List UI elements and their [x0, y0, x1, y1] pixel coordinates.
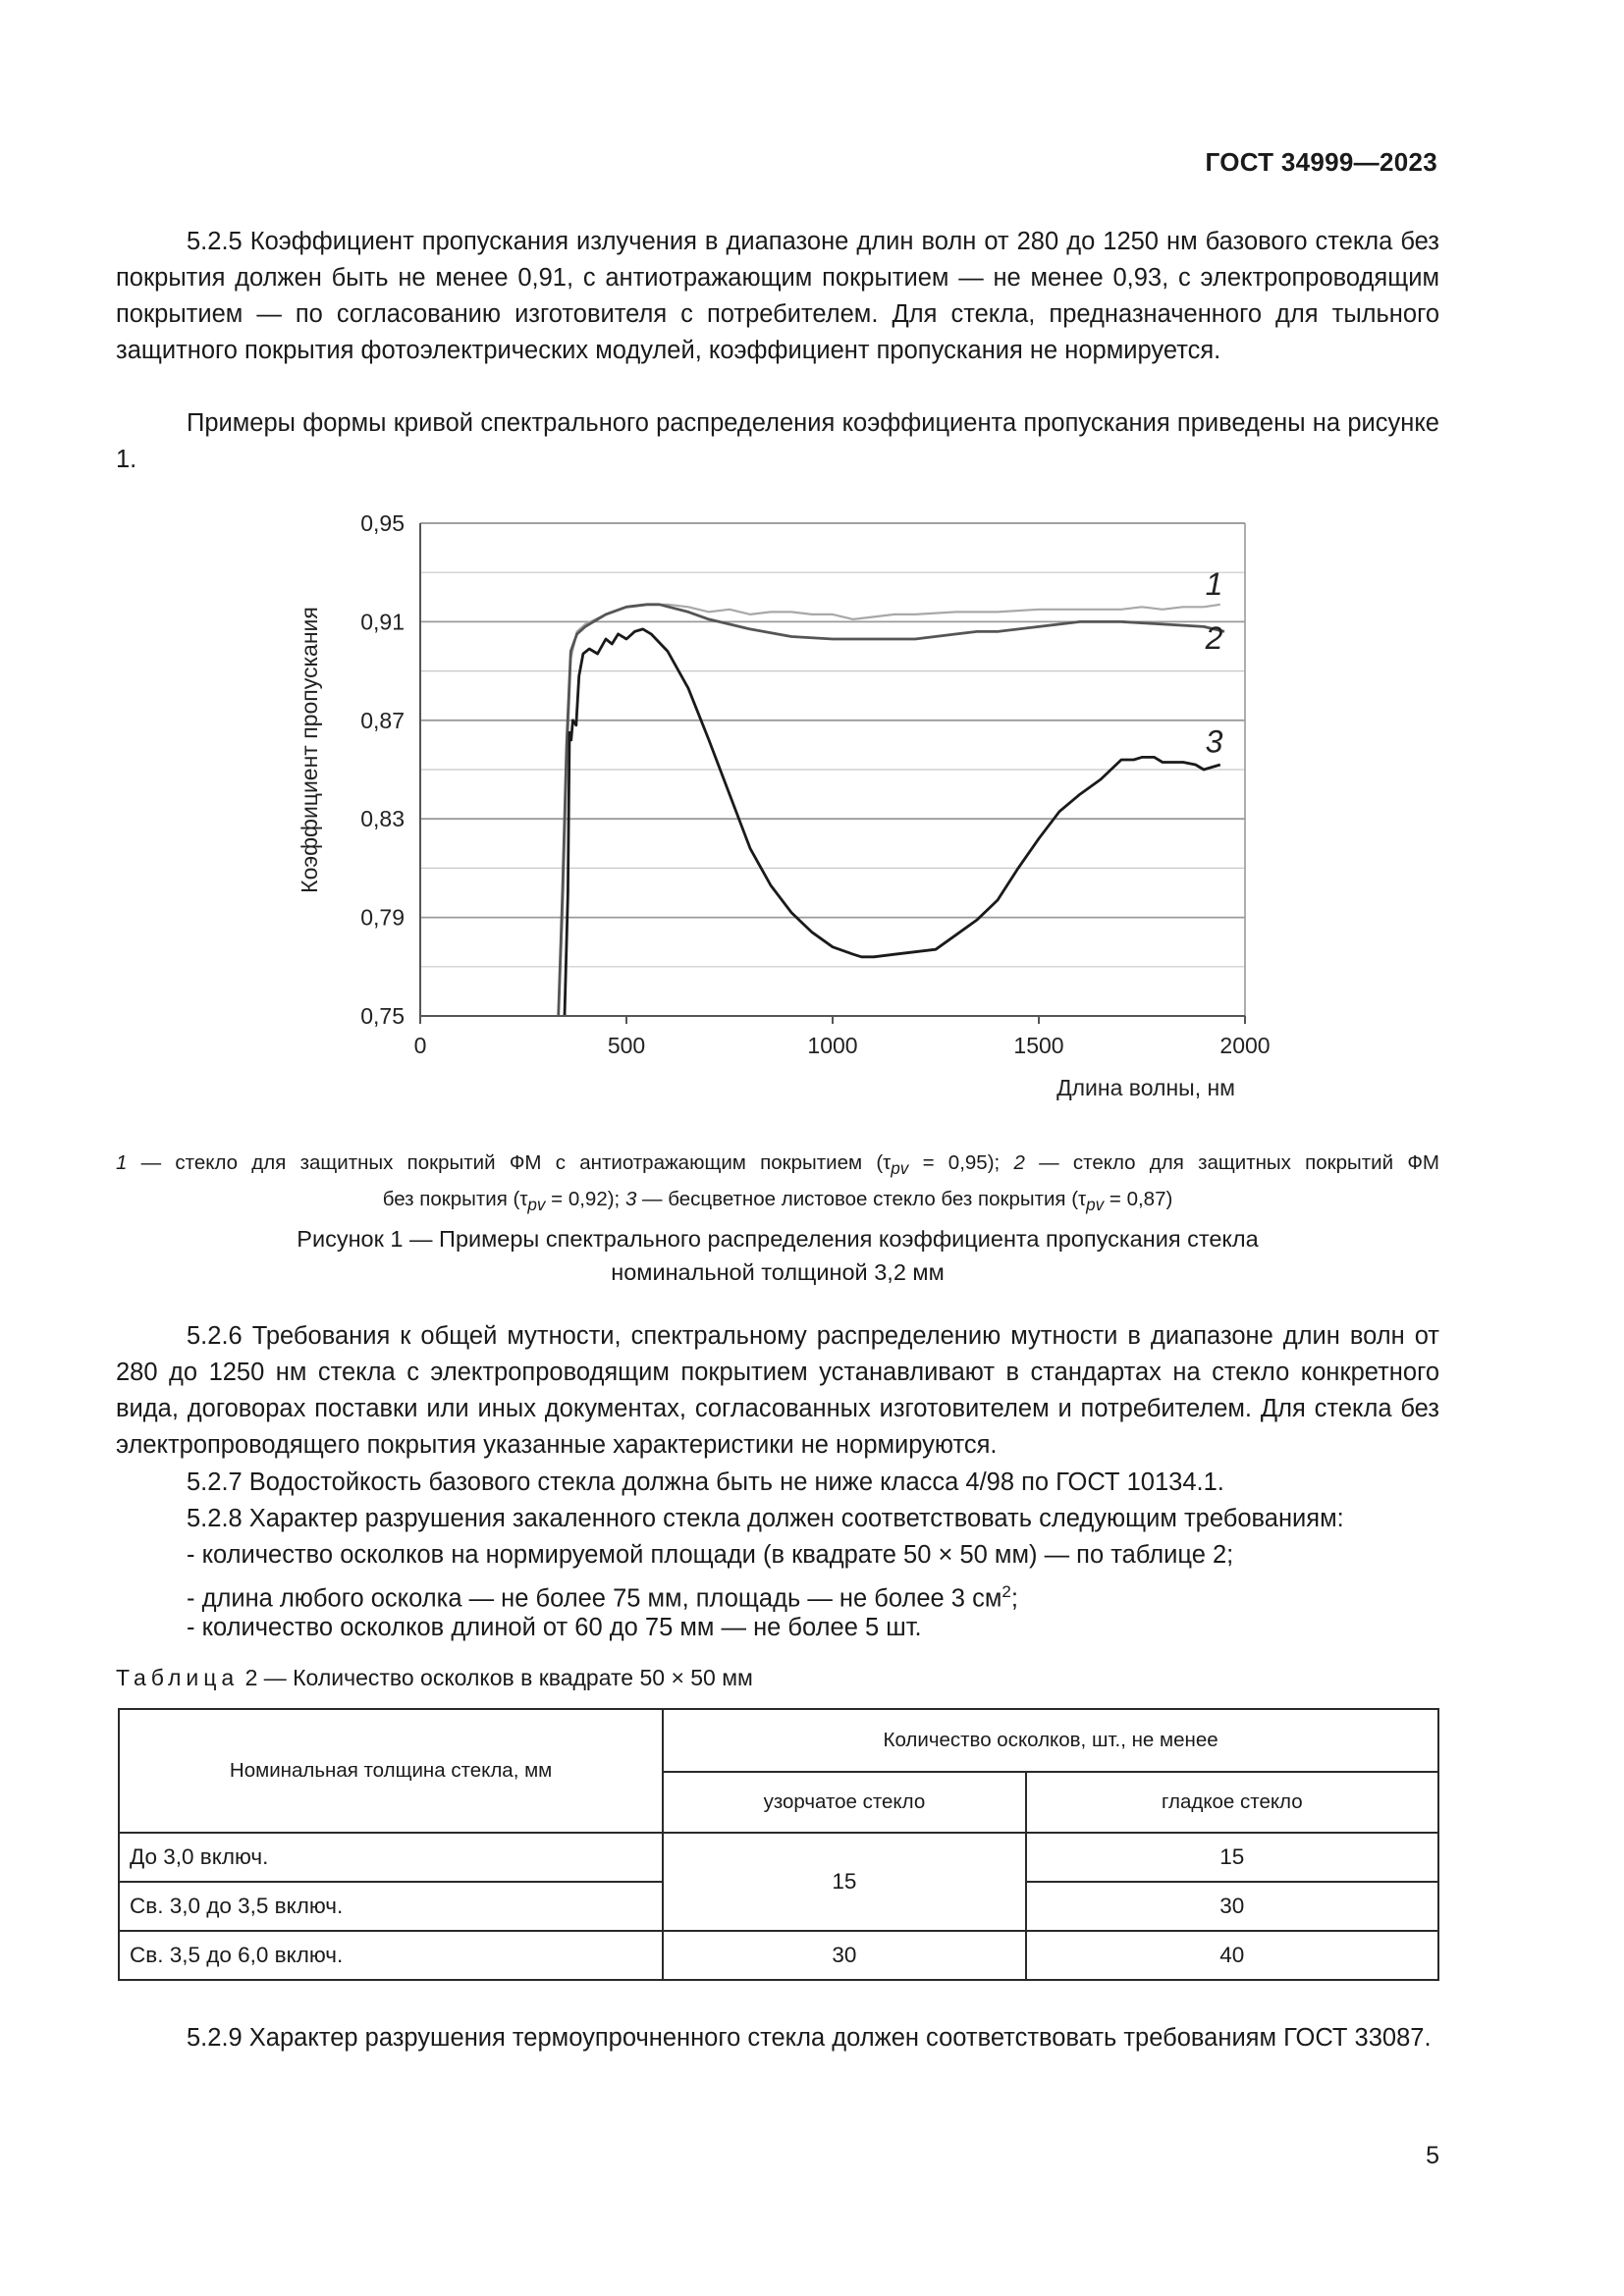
y-tick-label: 0,79 [360, 904, 405, 931]
x-tick-label: 500 [607, 1033, 646, 1058]
chart-labels [297, 510, 1271, 1100]
cell-patterned: 30 [663, 1931, 1025, 1980]
series-line-3 [565, 629, 1220, 1016]
paragraph-5-2-8: 5.2.8 Характер разрушения закаленного стекла должен соответствовать следующим требованиям: [187, 1505, 1344, 1532]
y-axis-label: Коэффициент пропускания [297, 607, 322, 893]
paragraph-5-2-6: 5.2.6 Требования к общей мутности, спектральному распределению мутности в диапазоне длин волн от 280 до 1250 нм стекла с электропроводящим покрытием устанавливают в стандартах на стекло конкретного вида, договорах поставки или иных документах, согласованных изготовителем и потребителем. Для стекла без электропроводящего покрытия указанные характеристики не нормируются. [116, 1322, 1439, 1459]
x-tick-label: 1000 [807, 1033, 858, 1058]
x-axis-label: Длина волны, нм [1056, 1075, 1235, 1100]
x-tick-label: 1500 [1013, 1033, 1064, 1058]
figure-legend-line-2: без покрытия $(\tau_{pv} = 0,92)$; 3 — бесцветное листовое стекло без покрытия $(\tau_{pv} = 0,87)$ [382, 1188, 1173, 1215]
bullet-fragment-length: - длина любого осколка — не более 75 мм, площадь — не более 3 $см^2$; [187, 1582, 1018, 1613]
table-row [119, 1931, 1438, 1980]
cell-smooth: 30 [1026, 1882, 1438, 1931]
y-tick-label: 0,83 [360, 806, 405, 832]
cell-patterned: 15 [663, 1833, 1025, 1931]
table-title-word: Таблица [116, 1665, 240, 1690]
cell-smooth: 40 [1026, 1931, 1438, 1980]
table-row [119, 1833, 1438, 1882]
paragraph-5-2-7: 5.2.7 Водостойкость базового стекла должна быть не ниже класса 4/98 по ГОСТ 10134.1. [187, 1468, 1224, 1496]
bullet-fragment-60-75: - количество осколков длиной от 60 до 75 мм — не более 5 шт. [187, 1614, 922, 1641]
page-number: 5 [1426, 2142, 1439, 2169]
cell-thickness: До 3,0 включ. [119, 1833, 663, 1882]
table-title-text: 2 — Количество осколков в квадрате 50 × 50 мм [244, 1665, 753, 1690]
y-tick-label: 0,87 [360, 707, 405, 733]
x-tick-label: 2000 [1219, 1033, 1271, 1058]
y-tick-label: 0,95 [360, 510, 405, 536]
series-label-2: 2 [1205, 620, 1223, 657]
transmittance-chart [275, 491, 1296, 1139]
figure-caption: Рисунок 1 — Примеры спектрального распределения коэффициента пропускания стекла номинальной толщиной 3,2 мм [297, 1226, 1259, 1285]
cell-thickness: Св. 3,5 до 6,0 включ. [119, 1931, 663, 1980]
header-patterned: узорчатое стекло [663, 1772, 1025, 1833]
chart-axes [420, 523, 1245, 1024]
paragraph-5-2-5: 5.2.5 Коэффициент пропускания излучения в диапазоне длин волн от 280 до 1250 нм базового стекла без покрытия должен быть не менее 0,91, с антиотражающим покрытием — не менее 0,93, с электропроводящим покрытием — по согласованию изготовителя с потребителем. Для стекла, предназначенного для тыльного защитного покрытия фотоэлектрических модулей, коэффициент пропускания не нормируется. [116, 228, 1439, 364]
y-tick-label: 0,91 [360, 609, 405, 635]
header-thickness: Номинальная толщина стекла, мм [119, 1709, 663, 1833]
table-title [116, 1665, 753, 1691]
cell-smooth: 15 [1026, 1833, 1438, 1882]
document-header: ГОСТ 34999—2023 [1205, 147, 1437, 177]
series-label-3: 3 [1205, 723, 1223, 760]
y-tick-label: 0,75 [360, 1003, 405, 1029]
header-count: Количество осколков, шт., не менее [663, 1709, 1438, 1772]
paragraph-figure-reference: Примеры формы кривой спектрального распределения коэффициента пропускания приведены на рисунке 1. [116, 409, 1439, 473]
fragments-table [118, 1708, 1439, 1981]
figure-legend-line-1: 1 — стекло для защитных покрытий ФМ с антиотражающим покрытием $(\tau_{pv} = 0,95)$; 2 — стекло для защитных покрытий ФМ [116, 1151, 1439, 1179]
chart-grid [420, 523, 1245, 1016]
series-label-1: 1 [1205, 565, 1223, 602]
bullet-fragment-count: - количество осколков на нормируемой площади (в квадрате 50 × 50 мм) — по таблице 2; [187, 1541, 1234, 1569]
header-smooth: гладкое стекло [1026, 1772, 1438, 1833]
chart-series [559, 605, 1224, 1016]
cell-thickness: Св. 3,0 до 3,5 включ. [119, 1882, 663, 1931]
figure-legend [116, 1148, 1439, 1220]
x-tick-label: 0 [413, 1033, 427, 1058]
paragraph-5-2-9: 5.2.9 Характер разрушения термоупрочненного стекла должен соответствовать требованиям ГОСТ 33087. [187, 2024, 1432, 2052]
